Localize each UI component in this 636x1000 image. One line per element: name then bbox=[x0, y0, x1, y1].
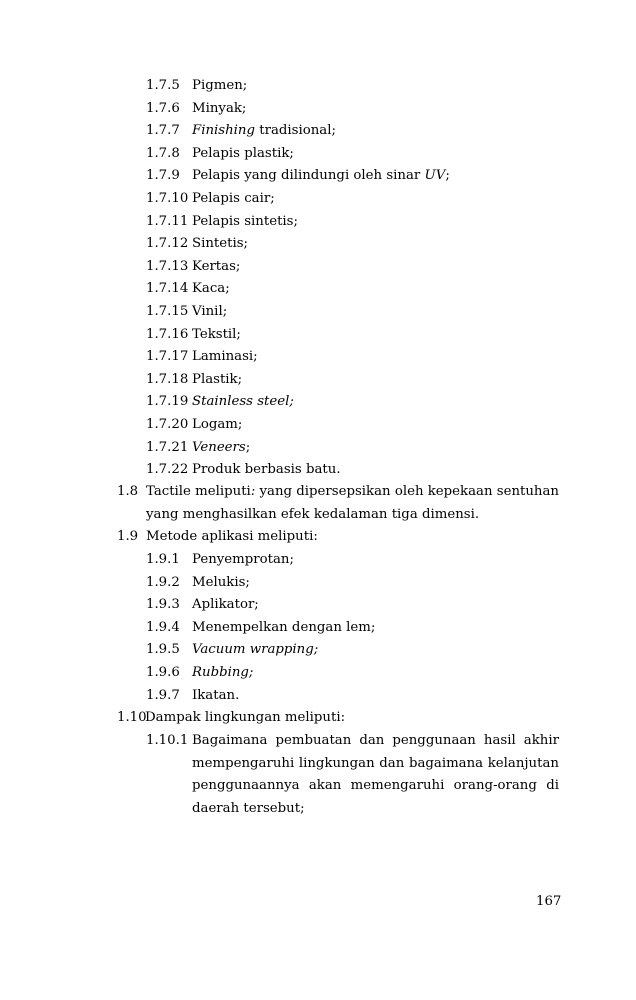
item-text: Aplikator; bbox=[192, 597, 259, 613]
item-number: 1.7.18 bbox=[146, 371, 189, 387]
item-text: Veneers bbox=[192, 439, 246, 455]
justified-line bbox=[192, 777, 559, 795]
item-number: 1.7.15 bbox=[146, 304, 189, 319]
item-text: Produk berbasis batu. bbox=[192, 462, 341, 478]
item-text: Finishing bbox=[192, 123, 256, 139]
section-number: 1.10 bbox=[117, 710, 147, 725]
item-number: 1.7.14 bbox=[146, 281, 189, 297]
item-text: Pelapis plastik; bbox=[192, 145, 294, 161]
word: sentuhan bbox=[496, 484, 559, 499]
item-text: Plastik; bbox=[192, 371, 243, 387]
word: lingkungan bbox=[298, 755, 375, 771]
item-text: Pigmen; bbox=[192, 78, 248, 93]
item-text: Tekstil; bbox=[192, 326, 241, 342]
list-item bbox=[146, 326, 241, 344]
justified-line bbox=[192, 755, 559, 773]
item-number: 1.7.8 bbox=[146, 145, 180, 161]
item-number: 1.9.1 bbox=[146, 552, 180, 567]
word: penggunaan bbox=[392, 733, 476, 748]
section-number: 1.9 bbox=[117, 529, 139, 544]
item-number: 1.7.6 bbox=[146, 100, 180, 116]
item-text: Ikatan. bbox=[192, 687, 240, 703]
section-1-9 bbox=[117, 528, 318, 546]
list-item bbox=[146, 145, 294, 163]
word: Tactile meliputi bbox=[146, 484, 251, 499]
word: penggunaannya bbox=[192, 778, 300, 794]
word: dan bbox=[379, 755, 405, 771]
item-number: 1.9.3 bbox=[146, 597, 180, 613]
list-item bbox=[146, 574, 250, 592]
item-1-10-1-number: 1.10.1 bbox=[146, 733, 189, 748]
list-item bbox=[146, 280, 230, 298]
list-item bbox=[146, 439, 250, 457]
item-number: 1.7.12 bbox=[146, 236, 189, 252]
item-number: 1.9.7 bbox=[146, 687, 180, 703]
item-number: 1.7.20 bbox=[146, 417, 189, 432]
list-item bbox=[146, 303, 227, 321]
item-number: 1.7.10 bbox=[146, 191, 189, 206]
item-text: Menempelkan dengan lem; bbox=[192, 619, 376, 635]
list-item bbox=[146, 461, 341, 479]
word: mempengaruhi bbox=[192, 755, 295, 771]
item-number: 1.7.21 bbox=[146, 439, 189, 455]
section-1-8-line-2: yang menghasilkan efek kedalaman tiga dimensi. bbox=[146, 507, 480, 522]
item-number: 1.7.22 bbox=[146, 462, 189, 478]
item-number: 1.7.17 bbox=[146, 349, 189, 365]
item-text: Kaca; bbox=[192, 281, 230, 297]
item-number: 1.7.19 bbox=[146, 394, 189, 410]
section-text: Metode aplikasi meliputi: bbox=[146, 529, 318, 544]
section-1-10 bbox=[117, 709, 345, 727]
item-number: 1.9.4 bbox=[146, 619, 180, 635]
item-text: Laminasi; bbox=[192, 349, 258, 365]
item-text: UV bbox=[424, 168, 446, 184]
list-item bbox=[146, 619, 375, 637]
list-item bbox=[146, 641, 318, 659]
colon: : bbox=[250, 484, 256, 499]
item-number: 1.9.2 bbox=[146, 574, 180, 590]
word: Bagaimana bbox=[192, 733, 268, 748]
item-text: Vacuum wrapping; bbox=[192, 642, 319, 658]
item-number: 1.9.6 bbox=[146, 665, 180, 680]
list-item bbox=[146, 687, 239, 705]
list-item bbox=[146, 371, 242, 389]
page-number: 167 bbox=[536, 894, 562, 909]
item-number: 1.7.13 bbox=[146, 258, 189, 274]
word: yang bbox=[259, 484, 293, 499]
word: akhir bbox=[523, 733, 559, 748]
list-item bbox=[146, 258, 240, 276]
item-text: Sintetis; bbox=[192, 236, 249, 252]
section-1-8-line-1 bbox=[146, 483, 559, 501]
list-item bbox=[146, 348, 258, 366]
section-text: Dampak lingkungan meliputi: bbox=[145, 710, 346, 725]
item-number: 1.7.5 bbox=[146, 78, 180, 93]
word-group bbox=[146, 483, 255, 501]
justified-line bbox=[192, 732, 559, 750]
item-number: 1.7.11 bbox=[146, 213, 189, 229]
word: oleh bbox=[394, 484, 424, 499]
item-text: Pelapis cair; bbox=[192, 191, 275, 206]
item-number: 1.7.7 bbox=[146, 123, 180, 139]
item-number: 1.7.16 bbox=[146, 326, 189, 342]
word: dipersepsikan bbox=[296, 484, 391, 499]
list-item bbox=[146, 551, 294, 569]
list-item bbox=[146, 100, 246, 118]
list-item bbox=[146, 416, 242, 434]
list-item bbox=[146, 167, 450, 185]
list-item bbox=[146, 77, 247, 95]
word: kelanjutan bbox=[487, 755, 559, 771]
item-number: 1.9.5 bbox=[146, 642, 180, 658]
list-item bbox=[146, 122, 336, 140]
list-item bbox=[146, 235, 248, 253]
item-text: tradisional; bbox=[255, 123, 336, 139]
word: akan bbox=[308, 778, 342, 794]
item-text: Pelapis sintetis; bbox=[192, 213, 298, 229]
list-item bbox=[146, 213, 298, 231]
list-item bbox=[146, 190, 275, 208]
list-item bbox=[146, 664, 253, 682]
item-text: Pelapis yang dilindungi oleh sinar bbox=[192, 168, 425, 184]
item-number: 1.7.9 bbox=[146, 168, 180, 184]
item-text: Kertas; bbox=[192, 258, 241, 274]
item-text: Vinil; bbox=[192, 304, 228, 319]
word: hasil bbox=[483, 733, 516, 748]
item-text: Stainless steel; bbox=[192, 394, 294, 410]
word: di bbox=[546, 778, 559, 794]
item-text: ; bbox=[445, 168, 450, 184]
item-text: Minyak; bbox=[192, 100, 247, 116]
item-text: Rubbing; bbox=[192, 665, 254, 680]
item-1-10-1-last-line: daerah tersebut; bbox=[192, 801, 305, 816]
section-number: 1.8 bbox=[117, 484, 139, 499]
list-item bbox=[146, 596, 259, 614]
item-text: Penyemprotan; bbox=[192, 552, 294, 567]
word: memengaruhi bbox=[350, 778, 445, 794]
list-item bbox=[146, 393, 294, 411]
word: orang-orang bbox=[453, 778, 537, 794]
item-text: ; bbox=[245, 439, 251, 455]
word: pembuatan bbox=[275, 733, 352, 748]
item-text: Melukis; bbox=[192, 574, 250, 590]
item-text: Logam; bbox=[192, 417, 243, 432]
word: kepekaan bbox=[427, 484, 493, 499]
word: dan bbox=[359, 733, 385, 748]
word: bagaimana bbox=[408, 755, 484, 771]
